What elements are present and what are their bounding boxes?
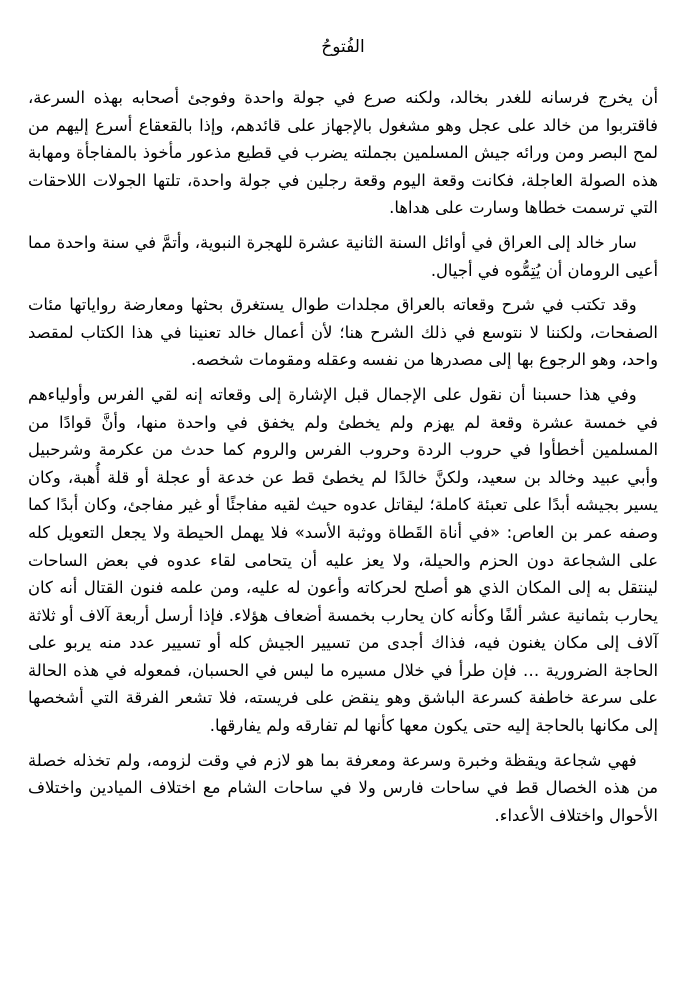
paragraph-5: فهي شجاعة ويقظة وخبرة وسرعة ومعرفة بما هو لازم في وقت لزومه، ولم تخذله خصلة من هذه الخصال قط في ساحات فارس ولا في ساحات الشام مع اختلاف الميادين واختلاف الأحوال واختلاف الأعداء.	[28, 750, 658, 825]
paragraph-2: سار خالد إلى العراق في أوائل السنة الثانية عشرة للهجرة النبوية، وأتمَّ في سنة واحدة مما أعيى الرومان أن يُتِمُّوه في أجيال.	[28, 232, 658, 280]
body-text	[28, 84, 658, 829]
paragraph-3: وقد تكتب في شرح وقعاته بالعراق مجلدات طوال يستغرق بحثها ومعارضة رواياتها مئات الصفحات، ولكننا لا نتوسع في ذلك الشرح هنا؛ لأن أعمال خالد تعنينا في هذا الكتاب لمقصد واحد، وهو الرجوع بها إلى مصدرها من نفسه وعقله ومقومات شخصه.	[28, 295, 658, 370]
paragraph-4: وفي هذا حسبنا أن نقول على الإجمال قبل الإشارة إلى وقعاته إنه لقي الفرس وأولياءهم في خمسة عشرة وقعة لم يهزم ولم يخطئ ولم يخفق في واحدة منها، وأنَّ قوادًا من المسلمين أخطأوا في حروب الردة وحروب الفرس والروم كما حدث من عكرمة وشرحبيل وأبي عبيد وخالد بن سعيد، ولكنَّ خالدًا لم يخطئ قط عن خدعة أو عجلة أو قلة أُهبة، وكان يسير بجيشه أبدًا على تعبئة كاملة؛ ليقاتل عدوه حيث لقيه مفاجئًا أو غير مفاجئ، وكان أبدًا كما وصفه عمر بن العاص: «في أناة القَطاة ووثبة الأسد» فلا يهمل الحيطة ولا يجعل التعويل كله على الشجاعة دون الحزم والحيلة، ولا يعز عليه أن يتحامى لقاء عدوه في بعض الساحات لينتقل به إلى المكان الذي هو أصلح لحركاته وأعون له عليه، ومن علمه فنون القتال أنه كان يحارب بثمانية عشر ألفًا وكأنه كان يحارب بخمسة أضعاف هؤلاء. فإذا أرسل أربعة آلاف أو ثلاثة آلاف إلى مكان يغنون فيه، فذاك أجدى من تسيير الجيش كله أو تسيير عدد منه يربو على الحاجة الضرورية … فإن طرأ في خلال مسيره ما ليس في الحسبان، فمعوله في هذه الحالة على سرعة خاطفة كسرعة الباشق وهو ينقض على فريسته، فلا تشعر الفرقة التي أشخصها إلى مكانها بالحاجة إليه حتى يكون معها كأنها لم تفارقه ولم يفارقها.	[28, 384, 658, 736]
paragraph-1: أن يخرج فرسانه للغدر بخالد، ولكنه صرع في جولة واحدة وفوجئ أصحابه بهذه السرعة، فاقتربوا من خالد على عجل وهو مشغول بالإجهاز على قائدهم، وإذا بالقعقاع أسرع إليهم من لمح البصر ومن ورائه جيش المسلمين بجملته يضرب في قطيع مذعور مأخوذ بالمفاجأة ومهابة هذه الصولة العاجلة، فكانت وقعة اليوم وقعة رجلين في جولة واحدة، تلتها الجولات اللاحقات التي ترسمت خطاها وسارت على هداها.	[28, 88, 658, 218]
running-head-title: الفُتوحُ	[321, 37, 365, 57]
